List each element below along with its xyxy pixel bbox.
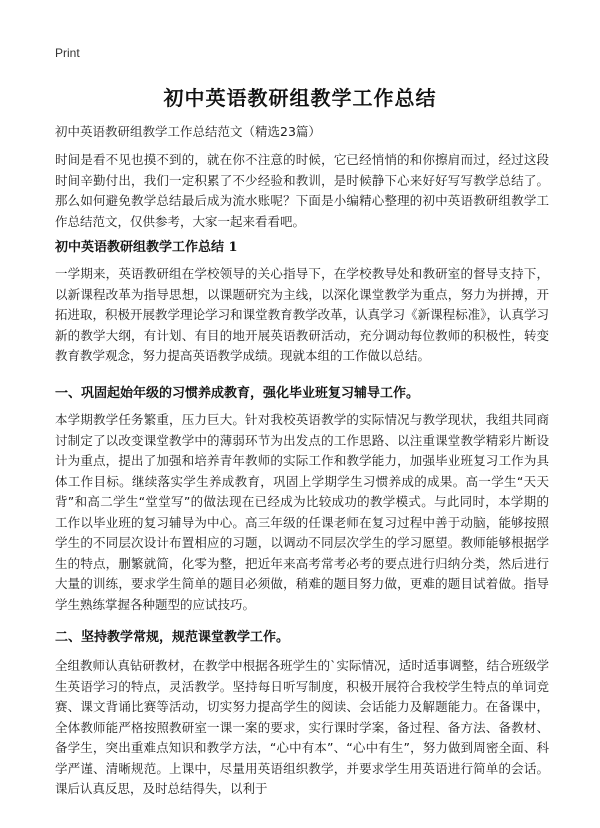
part1-heading: 一、巩固起始年级的习惯养成教育，强化毕业班复习辅导工作。 — [55, 386, 420, 401]
document-title: 初中英语教研组教学工作总结 — [163, 86, 437, 110]
part1-body-paragraph: 本学期教学任务繁重，压力巨大。针对我校英语教学的实际情况与教学现状，我组共同商讨制定了以改变课堂教学中的薄弱环节为出发点的工作思路、以注重课堂教学精彩片断设计为重点，提出了加强和培养青年教师的实际工作和教学能力，加强毕业班复习工作为具体工作目标。继续落实学生养成教育，巩固上学期学生习惯养成的成果。高一学生“天天背”和高二学生“堂堂写”的做法现在已经成为比较成功的教学模式。与此同时，本学期的工作以毕业班的复习辅导为中心。高三年级的任课老师在复习过程中善于动脑，能够按照学生的不同层次设计布置相应的习题，以调动不同层次学生的学习愿望。教师能够根据学生的特点，删繁就简，化零为整，把近年来高考常考必考的要点进行归纳分类，然后进行大量的训练，要求学生简单的题目必须做，稍难的题目努力做，更难的题目试着做。指导学生熟练掌握各种题型的应试技巧。 — [55, 412, 549, 612]
part2-body-paragraph: 全组教师认真钻研教材，在教学中根据各班学生的`实际情况，适时适事调整，结合班级学生英语学习的特点，灵活教学。坚持每日听写制度，积极开展符合我校学生特点的单词竞赛、课文背诵比赛等活动，切实努力提高学生的阅读、会话能力及解题能力。在备课中，全体教师能严格按照教研室一课一案的要求，实行课时学案，备过程、备方法、备教材、备学生，突出重难点知识和教学方法，“心中有本”、“心中有生”，努力做到周密全面、科学严谨、清晰规范。上课中，尽量用英语组织教学，并要求学生用英语进行简单的会话。课后认真反思，及时总结得失，以利于 — [55, 658, 549, 796]
section-title: 初中英语教研组教学工作总结 1 — [55, 240, 238, 255]
part2-heading: 二、坚持教学常规，规范课堂教学工作。 — [55, 630, 290, 645]
print-link[interactable]: Print — [55, 46, 80, 60]
section-intro-paragraph: 一学期来，英语教研组在学校领导的关心指导下，在学校教导处和教研室的督导支持下，以新课程改革为指导思想，以课题研究为主线，以深化课堂教学为重点，努力为拼搏，开拓进取，积极开展教学理论学习和课堂教育教学改革，认真学习《新课程标准》，认真学习新的教学大纲，有计划、有目的地开展英语教研活动，充分调动每位教师的积极性，转变教育教学观念，努力提高英语教学成绩。现就本组的工作做以总结。 — [55, 266, 549, 363]
document-subtitle: 初中英语教研组教学工作总结范文（精选23篇） — [55, 124, 321, 139]
intro-paragraph: 时间是看不见也摸不到的，就在你不注意的时候，它已经悄悄的和你擦肩而过，经过这段时间辛勤付出，我们一定积累了不少经验和教训，是时候静下心来好好写写教学总结了。那么如何避免教学总结最后成为流水账呢？下面是小编精心整理的初中英语教研组教学工作总结范文，仅供参考，大家一起来看看吧。 — [55, 152, 549, 229]
